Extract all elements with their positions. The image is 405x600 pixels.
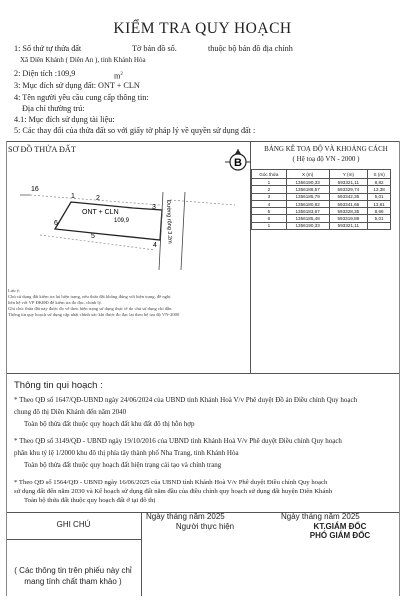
area-label bbox=[14, 69, 75, 79]
planning-item-line: * Theo QĐ số 1564/QĐ - UBND ngày 16/06/2025 của UBND tỉnh Khánh Hoà V/v Phê duyệt Điều chỉnh Quy hoạch bbox=[14, 479, 328, 486]
coord-table-header-row bbox=[252, 170, 391, 179]
area-unit-text: m bbox=[114, 71, 121, 81]
table-cell: 5 bbox=[252, 208, 287, 215]
table-cell: 2 bbox=[252, 186, 287, 193]
border-right bbox=[399, 141, 400, 596]
table-cell: 8,82 bbox=[368, 179, 391, 186]
road-edge-left bbox=[159, 192, 163, 270]
signature-role-2a: KT.GIÁM ĐỐC bbox=[313, 522, 367, 531]
neighbor-line-top bbox=[30, 195, 160, 205]
neighbor-parcel-number: 16 bbox=[31, 186, 39, 193]
table-cell: 593321,11 bbox=[329, 179, 368, 186]
coord-header-corner: Góc thửa bbox=[252, 170, 287, 179]
coord-table-subtitle: ( Hệ toạ độ VN - 2000 ) bbox=[292, 155, 360, 163]
table-cell: 593319,88 bbox=[329, 215, 368, 222]
planning-item-line: phân khu tỷ lệ 1/2000 khu đô thị phía tây thành phố Nha Trang, tỉnh Khánh Hòa bbox=[14, 449, 239, 457]
planning-item-line: * Theo QĐ số 1647/QĐ-UBND ngày 24/06/2024 của UBND tỉnh Khánh Hoà V/v Phê duyệt Đồ án Điều chỉnh Quy hoạch bbox=[14, 396, 358, 404]
compass-label: B bbox=[234, 157, 242, 169]
map-sheet-label: Tờ bản đồ số. bbox=[132, 44, 177, 53]
vertex-1: 1 bbox=[71, 193, 75, 200]
road-label: Đường rộng 3.2m bbox=[165, 199, 173, 244]
changes-label: 5: Các thay đổi của thửa đất so với giấy tờ pháp lý về quyền sử dụng đất : bbox=[14, 126, 256, 135]
area-unit-sup: 2 bbox=[120, 72, 123, 77]
coord-table bbox=[251, 169, 391, 230]
parcel-boundary bbox=[55, 202, 162, 240]
planning-item-2 bbox=[14, 437, 342, 470]
table-cell: 4 bbox=[252, 200, 287, 207]
table-cell: 593328,35 bbox=[329, 208, 368, 215]
table-cell: 8,66 bbox=[368, 208, 391, 215]
planning-heading: Thông tin qui hoạch : bbox=[14, 380, 103, 391]
planning-item-result: Toàn bộ thửa đất thuộc quy hoạch đất khu đất đô thị hỗn hợp bbox=[24, 420, 195, 428]
planning-item-3 bbox=[14, 478, 332, 505]
plan-note-line: Ghi chú: thửa đất này được đo vẽ theo hiện trạng sử dụng thực tế do chủ sử dụng chỉ dẫn. bbox=[8, 306, 173, 311]
table-row bbox=[252, 193, 391, 200]
signature-date-1: Ngày tháng năm 2025 bbox=[146, 512, 225, 521]
table-cell: 5,01 bbox=[368, 215, 391, 222]
table-cell: 5,01 bbox=[368, 193, 391, 200]
plan-notes bbox=[8, 288, 179, 318]
table-cell bbox=[368, 222, 391, 229]
planning-item-result: Toàn bộ thửa đất thuộc quy hoạch đất hiện trạng cải tạo và chỉnh trang bbox=[24, 461, 222, 469]
north-arrow bbox=[225, 148, 251, 182]
divider-footer-v1 bbox=[141, 512, 142, 596]
table-cell: 1356183,67 bbox=[286, 208, 329, 215]
plan-note-line: liên hệ với VP ĐKĐĐ để kiểm tra đo đạc, chỉnh lý. bbox=[8, 300, 103, 305]
cadastral-set-label: thuộc bộ bản đồ địa chính bbox=[208, 44, 293, 53]
planning-item-result: Toàn bộ thửa đất thuộc quy hoạch đất ở tại đô thị bbox=[24, 497, 156, 504]
table-row bbox=[252, 215, 391, 222]
page-title: KIỂM TRA QUY HOẠCH bbox=[113, 20, 292, 37]
plan-heading: SƠ ĐỒ THỬA ĐẤT bbox=[8, 145, 76, 154]
road-edge-right bbox=[181, 192, 185, 270]
plan-note-line: Chủ sử dụng đất kiểm tra lại hiện trạng, nếu thửa đất không đúng với hiện trạng, đề nghị bbox=[8, 294, 171, 299]
table-cell: 593321,11 bbox=[329, 222, 368, 229]
neighbor-line-top-right bbox=[170, 200, 235, 205]
table-cell: 1356190,33 bbox=[286, 179, 329, 186]
vertex-2: 2 bbox=[96, 195, 100, 202]
table-cell: 3 bbox=[252, 193, 287, 200]
parcel-number-label: 1: Số thứ tự thửa đất bbox=[14, 44, 82, 53]
table-cell: 1 bbox=[252, 222, 287, 229]
planning-item-line: * Theo QĐ số 3149/QĐ - UBND ngày 19/10/2016 của UBND tỉnh Khánh Hoà V/v Phê duyệt Điều chỉnh Quy hoạch bbox=[14, 437, 342, 445]
table-row bbox=[252, 222, 391, 229]
vertex-3: 3 bbox=[152, 204, 156, 211]
signature-date-2: Ngày tháng năm 2025 bbox=[281, 512, 360, 521]
parcel-area-label: 109,9 bbox=[114, 218, 130, 224]
table-cell: 1356180,82 bbox=[286, 200, 329, 207]
table-cell: 13,61 bbox=[368, 200, 391, 207]
table-row bbox=[252, 208, 391, 215]
coord-header-s: S (m) bbox=[368, 170, 391, 179]
disclaimer-note: ( Các thông tin trên phiếu này chỉ mang tính chất tham khảo ) bbox=[14, 566, 132, 586]
commune-text: Xã Diên Khánh ( Diên An ), tỉnh Khánh Hòa bbox=[20, 56, 146, 64]
plan-note-line: Lưu ý: bbox=[8, 288, 21, 293]
land-use-purpose: 3: Mục đích sử dụng đất: ONT + CLN bbox=[14, 81, 140, 90]
table-row bbox=[252, 179, 391, 186]
table-cell: 13,38 bbox=[368, 186, 391, 193]
table-cell: 593341,66 bbox=[329, 200, 368, 207]
plan-note-line: Thông tin quy hoạch sử dụng cập nhật chính xác khi được đo đạc lại theo hệ tọa độ VN-2000 bbox=[8, 312, 180, 317]
vertex-6: 6 bbox=[54, 220, 58, 227]
planning-item-line: chung đô thị Diên Khánh đến năm 2040 bbox=[14, 408, 127, 416]
table-cell: 593329,74 bbox=[329, 186, 368, 193]
requester-label: 4: Tên người yêu cầu cung cấp thông tin: bbox=[14, 93, 149, 102]
parcel-sketch bbox=[20, 180, 245, 275]
parcel-use-label: ONT + CLN bbox=[82, 209, 119, 216]
ghichu-heading: GHI CHÚ bbox=[56, 520, 91, 529]
divider-plan-bottom bbox=[6, 373, 399, 374]
planning-item-line: sử dụng đất đến năm 2030 và Kế hoạch sử dụng đất năm đầu của điều chỉnh quy hoạch sử dụng đất huyện Diên Khánh bbox=[14, 488, 333, 495]
signature-role-1: Người thực hiện bbox=[175, 522, 235, 531]
address-label: Địa chỉ thường trú: bbox=[22, 104, 85, 113]
table-cell: 1 bbox=[252, 179, 287, 186]
table-row bbox=[252, 186, 391, 193]
divider-top bbox=[6, 141, 399, 142]
table-cell: 6 bbox=[252, 215, 287, 222]
table-cell: 593342,35 bbox=[329, 193, 368, 200]
table-cell: 1356185,48 bbox=[286, 215, 329, 222]
coord-header-x: X (m) bbox=[286, 170, 329, 179]
coord-table-title: BẢNG KÊ TOẠ ĐỘ VÀ KHOẢNG CÁCH bbox=[264, 145, 388, 153]
coord-header-y: Y (m) bbox=[329, 170, 368, 179]
table-cell: 1356188,57 bbox=[286, 186, 329, 193]
table-cell: 1356185,79 bbox=[286, 193, 329, 200]
planning-item-1 bbox=[14, 396, 357, 429]
area-text: 2: Diện tích :109,9 bbox=[14, 69, 76, 78]
table-cell: 1356190,33 bbox=[286, 222, 329, 229]
area-unit bbox=[114, 70, 123, 82]
table-row bbox=[252, 200, 391, 207]
signature-role-2b: PHÓ GIÁM ĐỐC bbox=[309, 531, 371, 540]
vertex-5: 5 bbox=[91, 233, 95, 240]
vertex-4: 4 bbox=[153, 242, 157, 249]
document-purpose-label: 4.1: Mục đích sử dụng tài liệu: bbox=[14, 115, 115, 124]
divider-ghichu bbox=[6, 539, 141, 540]
